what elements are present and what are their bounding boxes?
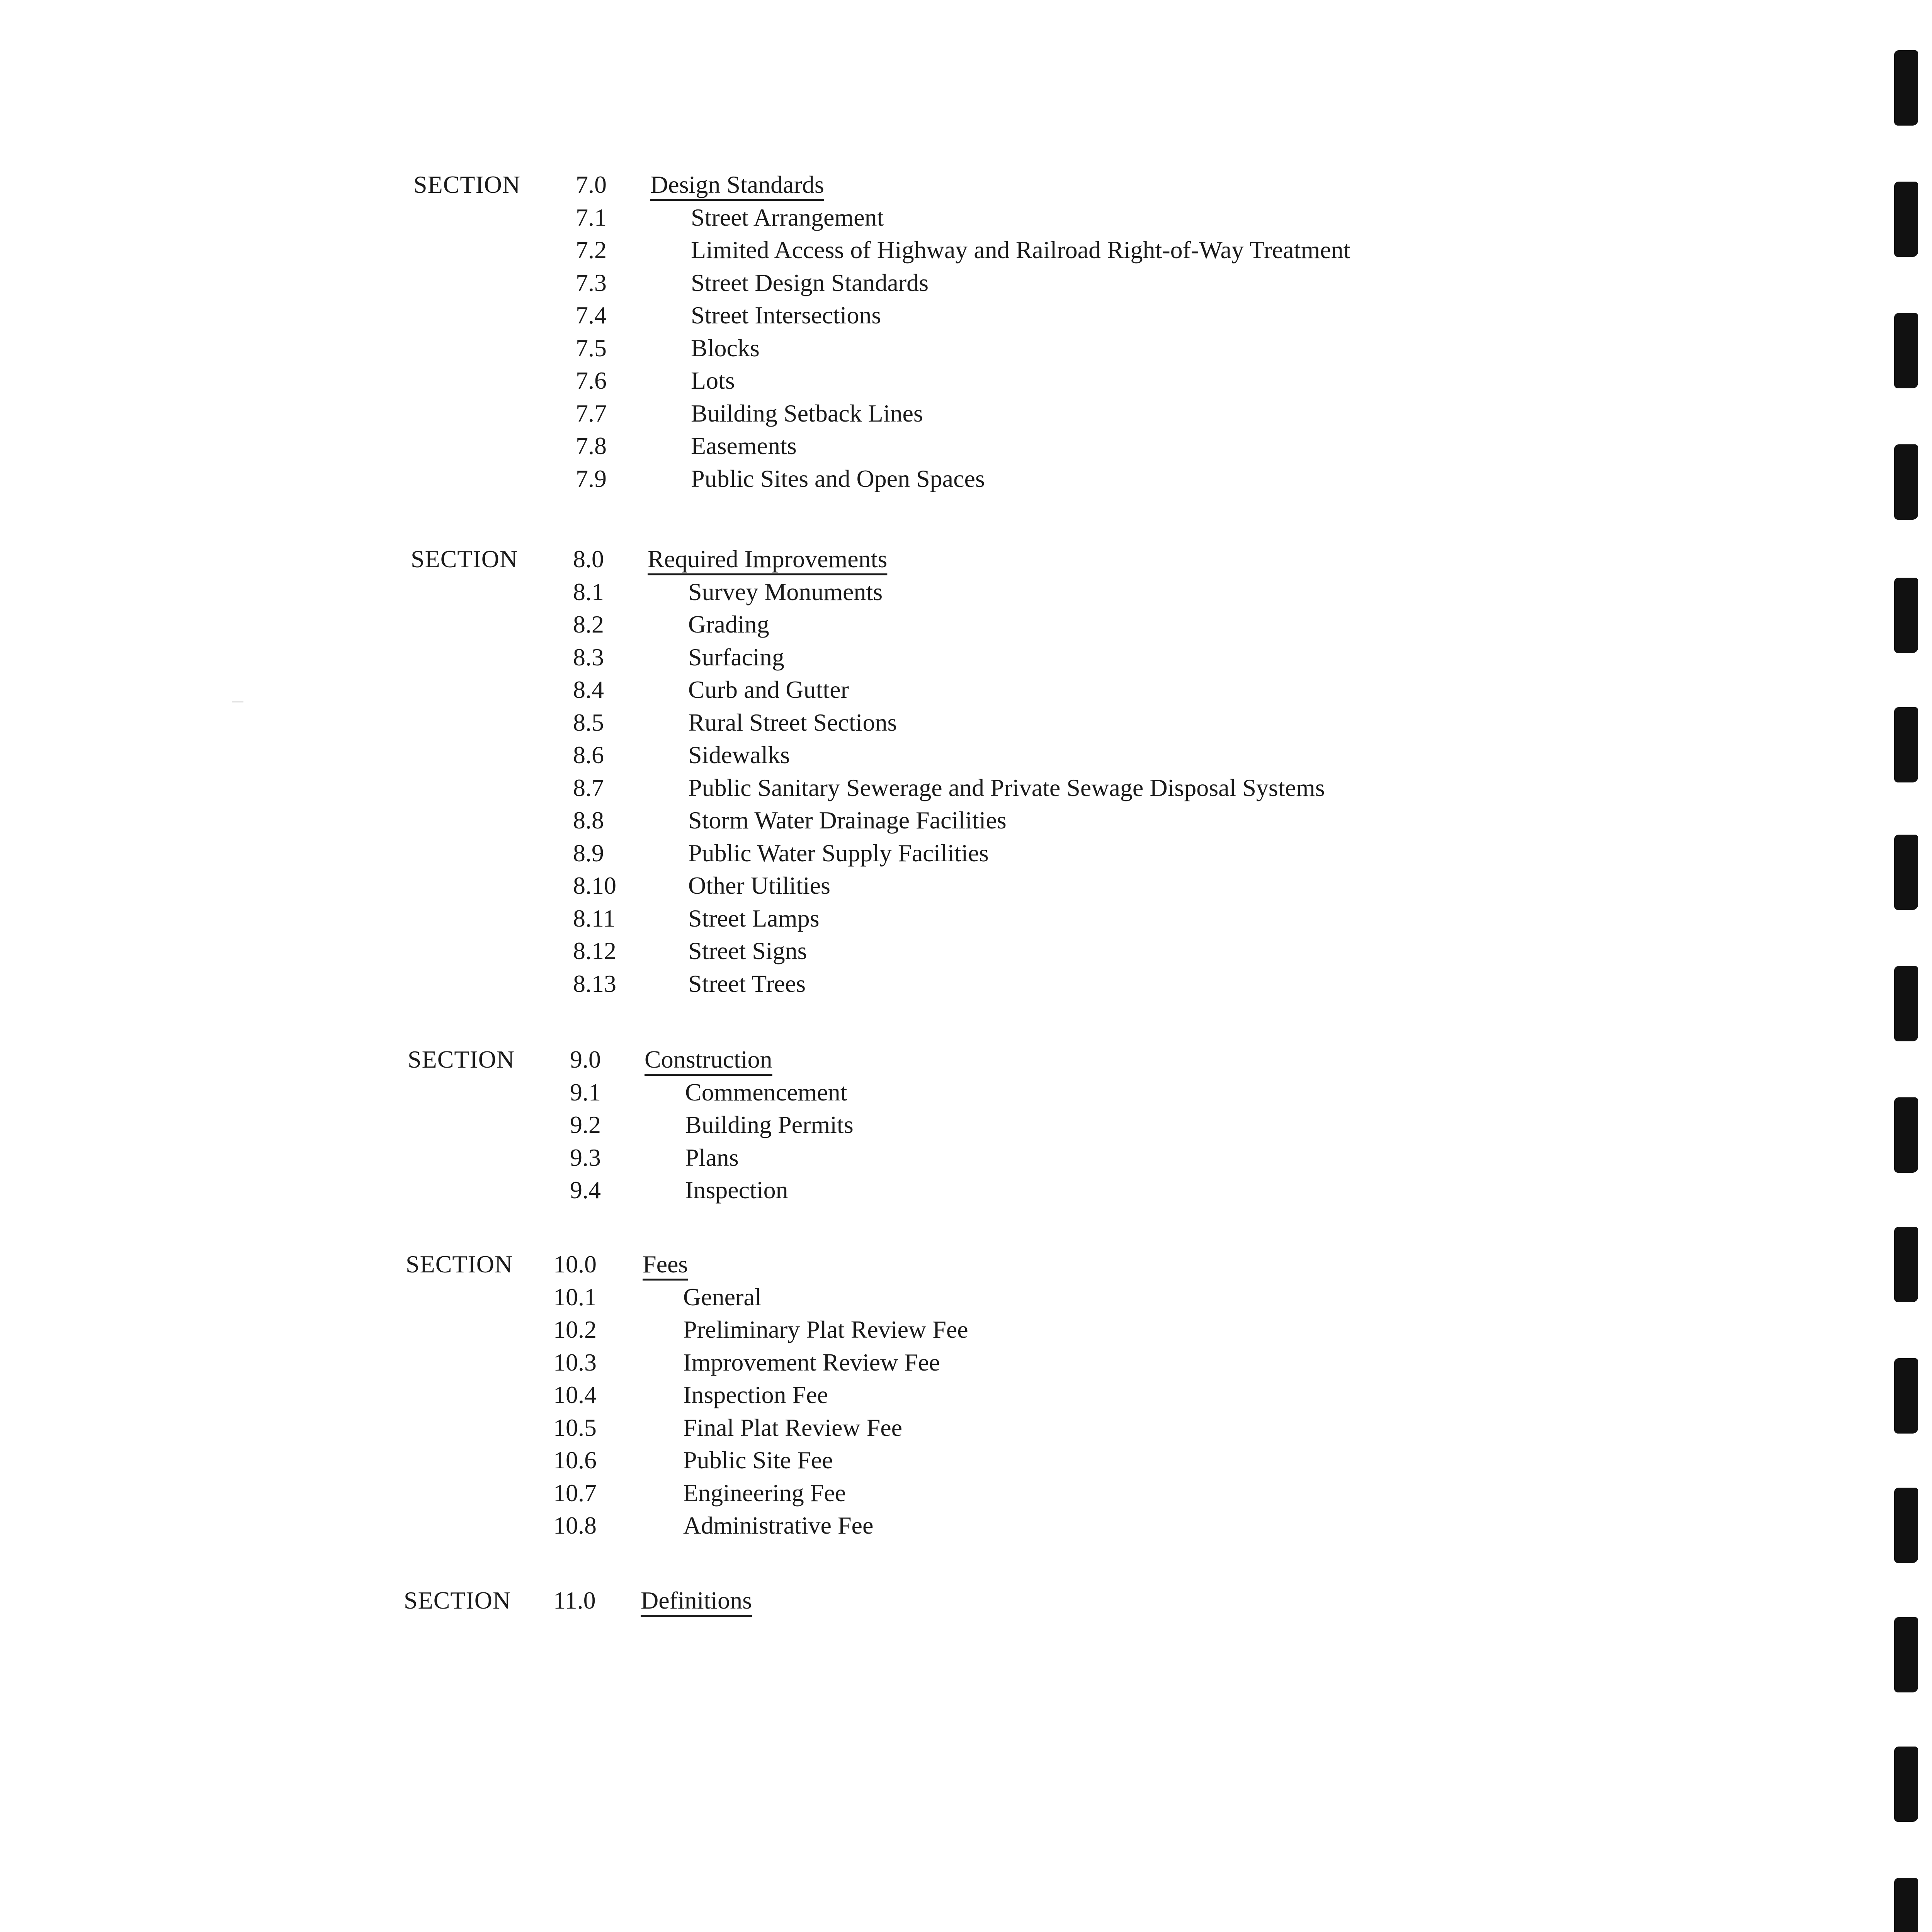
entry-title: Street Signs: [688, 937, 807, 964]
binding-hole: [1894, 578, 1918, 653]
entry-title: Inspection: [685, 1176, 788, 1204]
entry-title: Storm Water Drainage Facilities: [688, 806, 1007, 834]
entry-title: Street Design Standards: [691, 269, 929, 296]
toc-entry: [0, 739, 1623, 772]
section-title: Construction: [645, 1046, 772, 1073]
entry-number: 8.6: [573, 741, 604, 769]
toc-entry: [0, 1076, 1623, 1109]
toc-entry: [0, 576, 1623, 609]
section-11: [0, 1584, 1623, 1617]
section-label: SECTION: [411, 545, 518, 573]
binding-hole: [1894, 444, 1918, 520]
entry-title: Public Sites and Open Spaces: [691, 464, 985, 492]
toc-entry: [0, 1109, 1623, 1141]
entry-title: Blocks: [691, 334, 760, 362]
binding-hole: [1894, 1358, 1918, 1434]
entry-number: 7.9: [576, 464, 607, 492]
entry-number: 8.9: [573, 839, 604, 867]
entry-number: 8.2: [573, 611, 604, 638]
entry-number: 7.4: [576, 301, 607, 329]
binding-hole: [1894, 1488, 1918, 1563]
toc-entry: [0, 968, 1623, 1000]
toc-entry: [0, 201, 1623, 234]
section-label: SECTION: [404, 1587, 511, 1614]
entry-title: Surfacing: [688, 643, 784, 671]
toc-entry: [0, 1477, 1623, 1510]
entry-number: 7.1: [576, 203, 607, 231]
binding-hole: [1894, 1097, 1918, 1173]
section-heading-row: [0, 1248, 1623, 1281]
toc-entry: [0, 869, 1623, 902]
entry-number: 8.3: [573, 643, 604, 671]
toc-entry: [0, 673, 1623, 706]
section-number: 8.0: [573, 545, 604, 573]
toc-entry: [0, 706, 1623, 739]
section-title: Definitions: [641, 1587, 752, 1614]
section-heading-row: [0, 1584, 1623, 1617]
entry-number: 8.8: [573, 806, 604, 834]
entry-title: Improvement Review Fee: [683, 1348, 940, 1376]
entry-number: 8.12: [573, 937, 616, 964]
section-number: 7.0: [576, 171, 607, 198]
binding-hole: [1894, 966, 1918, 1041]
toc-entry: [0, 641, 1623, 674]
entry-number: 9.3: [570, 1143, 601, 1171]
section-label: SECTION: [408, 1046, 515, 1073]
entry-title: Street Lamps: [688, 904, 820, 932]
toc-entry: [0, 1174, 1623, 1207]
entry-number: 8.7: [573, 774, 604, 801]
binding-holes: [1886, 0, 1932, 1932]
binding-hole: [1894, 707, 1918, 782]
entry-title: Building Permits: [685, 1111, 854, 1138]
entry-title: Engineering Fee: [683, 1479, 846, 1507]
entry-title: Commencement: [685, 1078, 847, 1106]
toc-entry: [0, 397, 1623, 430]
section-label: SECTION: [406, 1250, 513, 1278]
entry-title: Street Intersections: [691, 301, 881, 329]
section-heading-row: [0, 543, 1623, 576]
entry-number: 10.6: [553, 1446, 597, 1474]
entry-number: 7.2: [576, 236, 607, 264]
scan-artifact-mark: [232, 701, 243, 702]
entry-title: Curb and Gutter: [688, 676, 849, 703]
entry-title: Easements: [691, 432, 797, 459]
section-number: 10.0: [553, 1250, 597, 1278]
binding-hole: [1894, 182, 1918, 257]
entry-number: 9.1: [570, 1078, 601, 1106]
entry-title: Rural Street Sections: [688, 708, 897, 736]
toc-entry: [0, 1346, 1623, 1379]
toc-entry: [0, 1509, 1623, 1542]
binding-hole: [1894, 313, 1918, 388]
toc-entry: [0, 267, 1623, 299]
binding-hole: [1894, 1227, 1918, 1302]
toc-entry: [0, 804, 1623, 837]
toc-entry: [0, 1141, 1623, 1174]
section-title: Required Improvements: [648, 545, 888, 573]
section-7: [0, 168, 1623, 495]
entry-title: Grading: [688, 611, 769, 638]
entry-title: Plans: [685, 1143, 739, 1171]
entry-title: Building Setback Lines: [691, 399, 923, 427]
entry-title: General: [683, 1283, 762, 1311]
entry-title: Public Sanitary Sewerage and Private Sewage Disposal Systems: [688, 774, 1325, 801]
toc-entry: [0, 1444, 1623, 1477]
toc-entry: [0, 332, 1623, 365]
toc-entry: [0, 1412, 1623, 1444]
binding-hole: [1894, 835, 1918, 910]
entry-title: Other Utilities: [688, 872, 830, 899]
toc-entry: [0, 1313, 1623, 1346]
binding-hole: [1894, 50, 1918, 126]
entry-number: 7.3: [576, 269, 607, 296]
entry-number: 10.8: [553, 1512, 597, 1539]
section-label: SECTION: [413, 171, 521, 198]
entry-number: 10.5: [553, 1413, 597, 1441]
toc-entry: [0, 1379, 1623, 1412]
entry-title: Inspection Fee: [683, 1381, 828, 1408]
toc-entry: [0, 772, 1623, 804]
entry-number: 8.13: [573, 969, 616, 997]
entry-title: Street Trees: [688, 969, 806, 997]
toc-entry: [0, 1281, 1623, 1314]
toc-entry: [0, 463, 1623, 495]
binding-hole: [1894, 1617, 1918, 1692]
entry-number: 8.5: [573, 708, 604, 736]
toc-entry: [0, 837, 1623, 870]
binding-hole: [1894, 1747, 1918, 1822]
toc-entry: [0, 430, 1623, 463]
entry-number: 7.7: [576, 399, 607, 427]
entry-title: Street Arrangement: [691, 203, 884, 231]
toc-entry: [0, 902, 1623, 935]
entry-title: Public Site Fee: [683, 1446, 833, 1474]
toc-entry: [0, 234, 1623, 267]
section-8: [0, 543, 1623, 1000]
entry-title: Sidewalks: [688, 741, 790, 769]
section-10: [0, 1248, 1623, 1542]
entry-number: 10.4: [553, 1381, 597, 1408]
section-heading-row: [0, 168, 1623, 201]
toc-entry: [0, 608, 1623, 641]
entry-number: 10.7: [553, 1479, 597, 1507]
entry-number: 9.2: [570, 1111, 601, 1138]
toc-entry: [0, 364, 1623, 397]
entry-number: 9.4: [570, 1176, 601, 1204]
entry-number: 10.1: [553, 1283, 597, 1311]
entry-title: Public Water Supply Facilities: [688, 839, 989, 867]
section-title: Fees: [643, 1250, 688, 1278]
entry-title: Survey Monuments: [688, 578, 883, 605]
entry-number: 8.11: [573, 904, 616, 932]
entry-number: 10.2: [553, 1316, 597, 1343]
entry-number: 7.6: [576, 367, 607, 394]
section-number: 11.0: [553, 1587, 596, 1614]
entry-number: 10.3: [553, 1348, 597, 1376]
section-9: [0, 1043, 1623, 1207]
entry-title: Lots: [691, 367, 735, 394]
entry-title: Preliminary Plat Review Fee: [683, 1316, 968, 1343]
entry-title: Administrative Fee: [683, 1512, 874, 1539]
section-title: Design Standards: [650, 171, 824, 198]
section-number: 9.0: [570, 1046, 601, 1073]
entry-number: 8.10: [573, 872, 616, 899]
binding-hole: [1894, 1878, 1918, 1932]
entry-number: 7.5: [576, 334, 607, 362]
section-heading-row: [0, 1043, 1623, 1076]
entry-number: 8.4: [573, 676, 604, 703]
entry-title: Final Plat Review Fee: [683, 1413, 903, 1441]
toc-entry: [0, 935, 1623, 968]
entry-title: Limited Access of Highway and Railroad Right-of-Way Treatment: [691, 236, 1350, 264]
entry-number: 7.8: [576, 432, 607, 459]
entry-number: 8.1: [573, 578, 604, 605]
toc-entry: [0, 299, 1623, 332]
